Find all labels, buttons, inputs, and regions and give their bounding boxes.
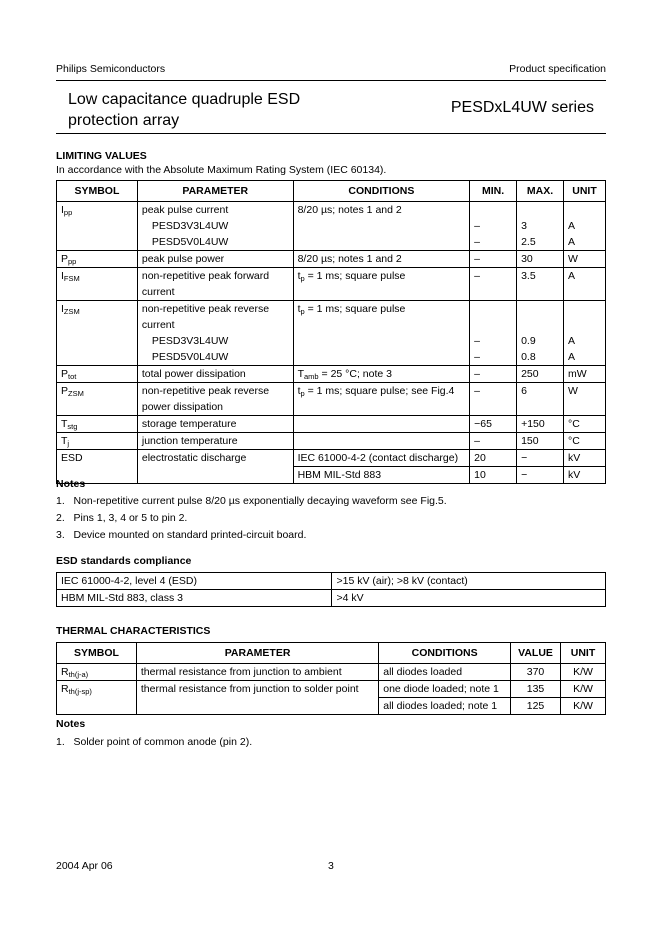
company-name: Philips Semiconductors: [56, 63, 166, 75]
unit-cell: mW: [564, 366, 606, 383]
symbol-cell: $P_{tot}$: [57, 366, 138, 383]
col-max: MAX.: [517, 181, 564, 202]
symbol-cell: $T_{stg}$: [57, 416, 138, 433]
max-cell: 30: [517, 251, 564, 268]
parameter-cell: storage temperature: [137, 416, 293, 433]
parameter-cell: non-repetitive peak reverse current PESD3V3L4UW PESD5V0L4UW: [137, 301, 293, 366]
max-cell: 150: [517, 433, 564, 450]
table-row: [57, 383, 606, 416]
table-row: [57, 590, 606, 607]
symbol-cell: $P_{pp}$: [57, 251, 138, 268]
title-line-1: Low capacitance quadruple ESD: [68, 91, 301, 108]
symbol-cell: $R_{th(j-a)}$: [57, 664, 137, 681]
symbol-cell: $I_{pp}$: [57, 202, 138, 251]
conditions-cell: all diodes loaded: [379, 664, 511, 681]
value-cell: 125: [511, 698, 561, 715]
header-rule: [56, 80, 606, 81]
symbol-cell: $I_{ZSM}$: [57, 301, 138, 366]
min-cell: 20: [470, 450, 517, 467]
page-number: 3: [328, 860, 334, 872]
value-cell: 135: [511, 681, 561, 698]
unit-cell: A A: [564, 202, 606, 251]
note-item: 1. Non-repetitive current pulse 8/20 µs exponentially decaying waveform see Fig.5.: [56, 495, 447, 507]
parameter-cell: electrostatic discharge: [137, 450, 293, 484]
conditions-cell: IEC 61000-4-2 (contact discharge): [293, 450, 470, 467]
value-cell: 370: [511, 664, 561, 681]
document-type: Product specification: [509, 63, 606, 75]
note-item: 1. Solder point of common anode (pin 2).: [56, 736, 253, 748]
unit-cell: kV: [564, 450, 606, 467]
table-header-row: [57, 643, 606, 664]
max-cell: −: [517, 467, 564, 484]
standard-cell: IEC 61000-4-2, level 4 (ESD): [57, 573, 332, 590]
min-cell: –: [470, 251, 517, 268]
value-cell: >4 kV: [332, 590, 606, 607]
table-row: [57, 416, 606, 433]
product-series: PESDxL4UW series: [450, 99, 594, 116]
min-cell: 10: [470, 467, 517, 484]
conditions-cell: $t_p = 1$ ms; square pulse: [293, 301, 470, 366]
esd-standards-heading: ESD standards compliance: [56, 555, 192, 567]
table-row: [57, 664, 606, 681]
table-row: [57, 251, 606, 268]
unit-cell: K/W: [561, 664, 606, 681]
note-item: 2. Pins 1, 3, 4 or 5 to pin 2.: [56, 512, 188, 524]
parameter-cell: peak pulse current PESD3V3L4UW PESD5V0L4UW: [137, 202, 293, 251]
conditions-cell: 8/20 µs; notes 1 and 2: [293, 251, 470, 268]
parameter-cell: non-repetitive peak forward current: [137, 268, 293, 301]
unit-cell: K/W: [561, 681, 606, 698]
title-rule: [56, 133, 606, 134]
table-row: [57, 268, 606, 301]
unit-cell: °C: [564, 416, 606, 433]
conditions-cell: 8/20 µs; notes 1 and 2: [293, 202, 470, 251]
limiting-values-heading: LIMITING VALUES: [56, 150, 147, 162]
col-value: VALUE: [511, 643, 561, 664]
max-cell: +150: [517, 416, 564, 433]
min-cell: –: [470, 366, 517, 383]
min-cell: −65: [470, 416, 517, 433]
conditions-cell: all diodes loaded; note 1: [379, 698, 511, 715]
col-parameter: PARAMETER: [136, 643, 378, 664]
table-row: [57, 450, 606, 467]
parameter-cell: non-repetitive peak reverse power dissipation: [137, 383, 293, 416]
col-parameter: PARAMETER: [137, 181, 293, 202]
table-row: [57, 366, 606, 383]
title-line-2: protection array: [68, 112, 180, 129]
col-symbol: SYMBOL: [57, 181, 138, 202]
conditions-cell: $T_{amb} = 25$ °C; note 3: [293, 366, 470, 383]
max-cell: 3.5: [517, 268, 564, 301]
min-cell: –: [470, 433, 517, 450]
notes-heading: Notes: [56, 718, 86, 730]
unit-cell: A: [564, 268, 606, 301]
max-cell: 6: [517, 383, 564, 416]
unit-cell: kV: [564, 467, 606, 484]
table-row: [57, 433, 606, 450]
esd-standards-table: [56, 572, 606, 607]
max-cell: 0.9 0.8: [517, 301, 564, 366]
unit-cell: W: [564, 383, 606, 416]
conditions-cell: one diode loaded; note 1: [379, 681, 511, 698]
min-cell: – –: [470, 202, 517, 251]
limiting-values-table: [56, 180, 606, 484]
parameter-cell: total power dissipation: [137, 366, 293, 383]
col-unit: UNIT: [561, 643, 606, 664]
parameter-cell: junction temperature: [137, 433, 293, 450]
parameter-cell: peak pulse power: [137, 251, 293, 268]
standard-cell: HBM MIL-Std 883, class 3: [57, 590, 332, 607]
unit-cell: °C: [564, 433, 606, 450]
symbol-cell: $R_{th(j-sp)}$: [57, 681, 137, 715]
max-cell: −: [517, 450, 564, 467]
parameter-cell: thermal resistance from junction to ambient: [136, 664, 378, 681]
unit-cell: W: [564, 251, 606, 268]
symbol-cell: $I_{FSM}$: [57, 268, 138, 301]
table-row: [57, 573, 606, 590]
conditions-cell: HBM MIL-Std 883: [293, 467, 470, 484]
table-header-row: [57, 181, 606, 202]
min-cell: –: [470, 268, 517, 301]
notes-heading: Notes: [56, 478, 86, 490]
max-cell: 3 2.5: [517, 202, 564, 251]
table-row: [57, 681, 606, 698]
table-row: [57, 301, 606, 366]
symbol-cell: $T_j$: [57, 433, 138, 450]
table-row: [57, 202, 606, 251]
col-conditions: CONDITIONS: [293, 181, 470, 202]
conditions-cell: [293, 433, 470, 450]
symbol-cell: $P_{ZSM}$: [57, 383, 138, 416]
col-conditions: CONDITIONS: [379, 643, 511, 664]
min-cell: –: [470, 383, 517, 416]
unit-cell: A A: [564, 301, 606, 366]
conditions-cell: $t_p = 1$ ms; square pulse; see Fig.4: [293, 383, 470, 416]
col-min: MIN.: [470, 181, 517, 202]
unit-cell: K/W: [561, 698, 606, 715]
conditions-cell: [293, 416, 470, 433]
col-unit: UNIT: [564, 181, 606, 202]
footer-date: 2004 Apr 06: [56, 860, 113, 872]
thermal-heading: THERMAL CHARACTERISTICS: [56, 625, 211, 637]
min-cell: – –: [470, 301, 517, 366]
thermal-table: [56, 642, 606, 715]
symbol-cell: ESD: [57, 450, 138, 484]
parameter-cell: thermal resistance from junction to solder point: [136, 681, 378, 715]
value-cell: >15 kV (air); >8 kV (contact): [332, 573, 606, 590]
document-title: [68, 89, 348, 131]
limiting-values-intro: In accordance with the Absolute Maximum Rating System (IEC 60134).: [56, 164, 387, 176]
note-item: 3. Device mounted on standard printed-circuit board.: [56, 529, 307, 541]
conditions-cell: $t_p = 1$ ms; square pulse: [293, 268, 470, 301]
max-cell: 250: [517, 366, 564, 383]
col-symbol: SYMBOL: [57, 643, 137, 664]
